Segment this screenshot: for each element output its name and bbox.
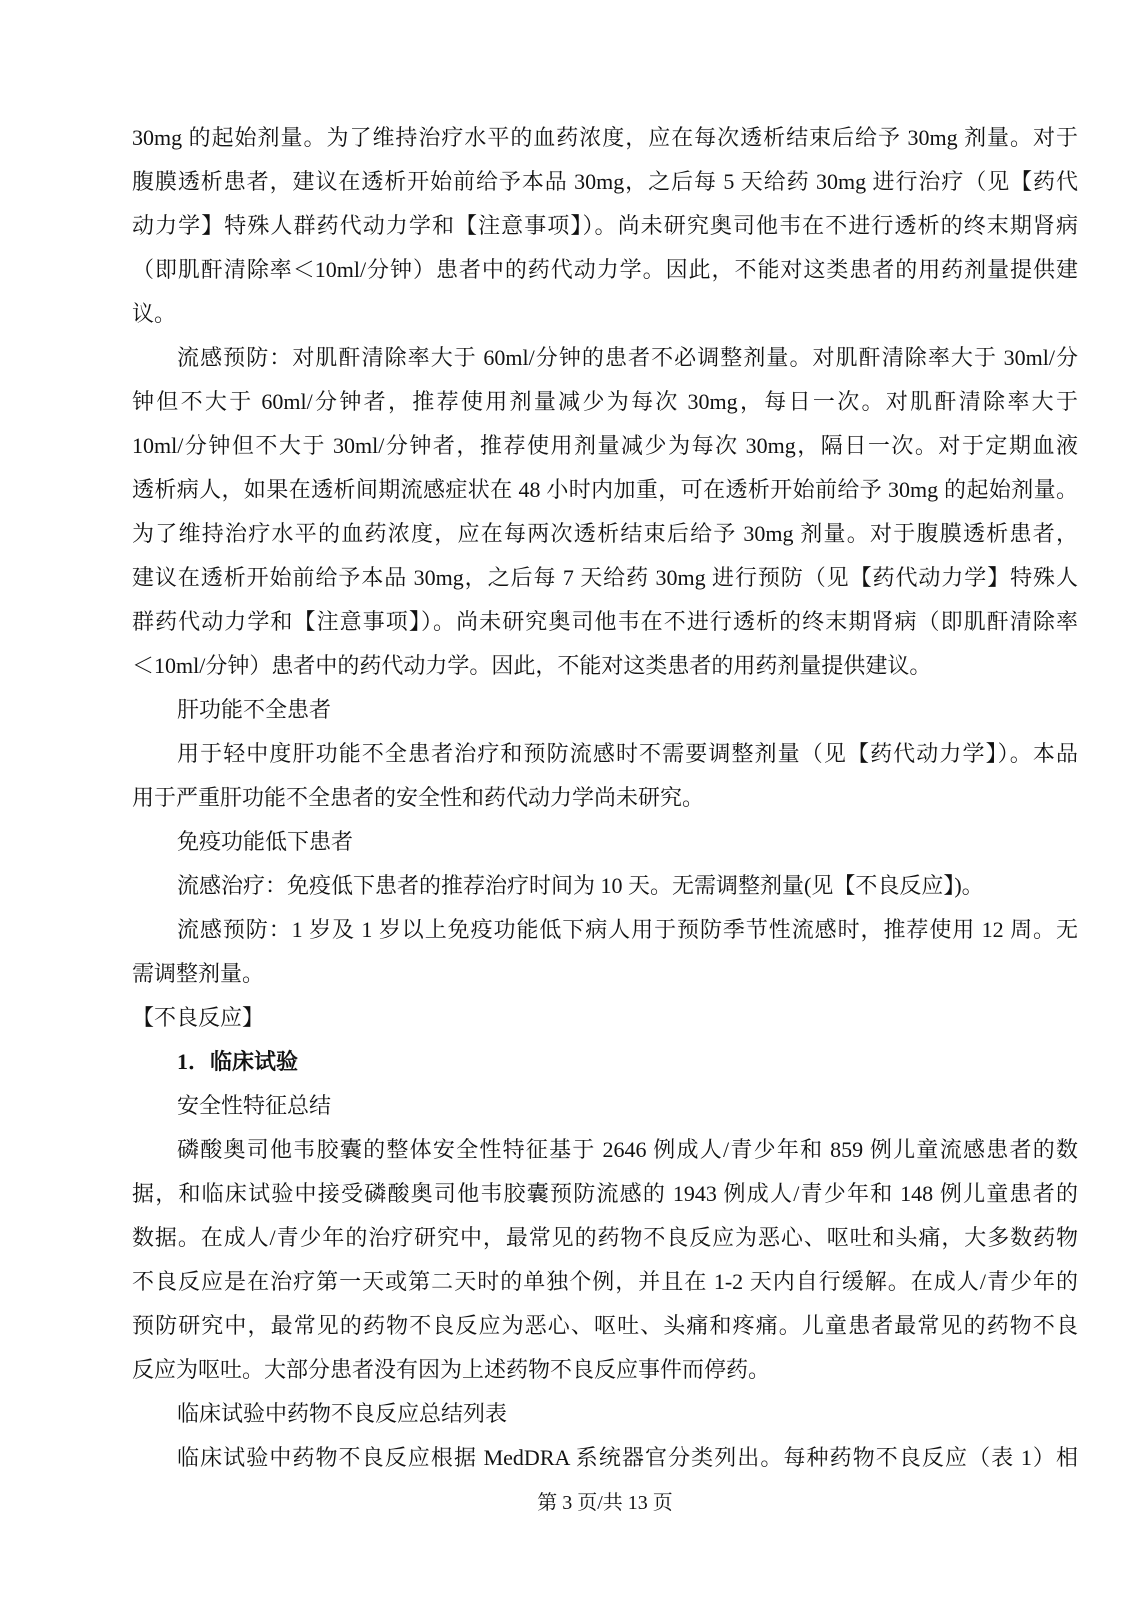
subheading-adr-tabulated-list: 临床试验中药物不良反应总结列表 <box>177 1401 508 1426</box>
heading-clinical-trials: 1．临床试验 <box>177 1049 299 1074</box>
paragraph-safety-profile-summary: 预防研究中，最常见的药物不良反应为恶心、呕吐、头痛和疼痛。儿童患者最常见的药物不良 <box>132 1313 1078 1338</box>
paragraph-renal-treatment-dosing-continued: 动力学】特殊人群药代动力学和【注意事项】）。尚未研究奥司他韦在不进行透析的终末期肾病 <box>132 213 1078 238</box>
document-body <box>132 116 1078 1480</box>
paragraph-renal-treatment-dosing-continued: 议。 <box>132 301 177 326</box>
paragraph-hepatic-impairment-dosing: 用于严重肝功能不全患者的安全性和药代动力学尚未研究。 <box>132 785 705 810</box>
page-footer <box>132 1488 1078 1518</box>
section-heading-adverse-reactions: 【不良反应】 <box>132 1005 265 1030</box>
paragraph-immunocompromised-treatment: 流感治疗：免疫低下患者的推荐治疗时间为 10 天。无需调整剂量(见【不良反应】)。 <box>177 873 984 898</box>
paragraph-flu-prevention-renal-dosing: 为了维持治疗水平的血药浓度，应在每两次透析结束后给予 30mg 剂量。对于腹膜透析患者， <box>132 521 1078 546</box>
paragraph-safety-profile-summary: 磷酸奥司他韦胶囊的整体安全性特征基于 2646 例成人/青少年和 859 例儿童流感患者的数 <box>177 1137 1078 1162</box>
page-number: 第 3 页/共 13 页 <box>537 1492 673 1514</box>
paragraph-safety-profile-summary: 反应为呕吐。大部分患者没有因为上述药物不良反应事件而停药。 <box>132 1357 771 1382</box>
paragraph-renal-treatment-dosing-continued: 30mg 的起始剂量。为了维持治疗水平的血药浓度，应在每次透析结束后给予 30mg 剂量。对于 <box>132 125 1078 150</box>
subheading-hepatic-impairment-patients: 肝功能不全患者 <box>177 697 332 722</box>
paragraph-immunocompromised-prevention: 流感预防：1 岁及 1 岁以上免疫功能低下病人用于预防季节性流感时，推荐使用 12 周。无 <box>177 917 1078 942</box>
paragraph-hepatic-impairment-dosing: 用于轻中度肝功能不全患者治疗和预防流感时不需要调整剂量（见【药代动力学】）。本品 <box>177 741 1078 766</box>
paragraph-flu-prevention-renal-dosing: 10ml/分钟但不大于 30ml/分钟者，推荐使用剂量减少为每次 30mg，隔日一次。对于定期血液 <box>132 433 1078 458</box>
paragraph-immunocompromised-prevention: 需调整剂量。 <box>132 961 265 986</box>
paragraph-renal-treatment-dosing-continued: （即肌酐清除率＜10ml/分钟）患者中的药代动力学。因此，不能对这类患者的用药剂量提供建 <box>132 257 1078 282</box>
subheading-safety-profile-summary: 安全性特征总结 <box>177 1093 332 1118</box>
paragraph-flu-prevention-renal-dosing: ＜10ml/分钟）患者中的药代动力学。因此，不能对这类患者的用药剂量提供建议。 <box>132 653 932 678</box>
paragraph-flu-prevention-renal-dosing: 流感预防：对肌酐清除率大于 60ml/分钟的患者不必调整剂量。对肌酐清除率大于 30ml/分 <box>177 345 1078 370</box>
paragraph-flu-prevention-renal-dosing: 建议在透析开始前给予本品 30mg，之后每 7 天给药 30mg 进行预防（见【药代动力学】特殊人 <box>132 565 1078 590</box>
paragraph-flu-prevention-renal-dosing: 钟但不大于 60ml/分钟者，推荐使用剂量减少为每次 30mg，每日一次。对肌酐清除率大于 <box>132 389 1078 414</box>
paragraph-adr-meddra-classification: 临床试验中药物不良反应根据 MedDRA 系统器官分类列出。每种药物不良反应（表 1）相 <box>177 1445 1078 1470</box>
paragraph-safety-profile-summary: 数据。在成人/青少年的治疗研究中，最常见的药物不良反应为恶心、呕吐和头痛，大多数药物 <box>132 1225 1078 1250</box>
paragraph-flu-prevention-renal-dosing: 透析病人，如果在透析间期流感症状在 48 小时内加重，可在透析开始前给予 30mg 的起始剂量。 <box>132 477 1078 502</box>
paragraph-renal-treatment-dosing-continued: 腹膜透析患者，建议在透析开始前给予本品 30mg，之后每 5 天给药 30mg 进行治疗（见【药代 <box>132 169 1078 194</box>
paragraph-safety-profile-summary: 不良反应是在治疗第一天或第二天时的单独个例，并且在 1-2 天内自行缓解。在成人/青少年的 <box>132 1269 1078 1294</box>
subheading-immunocompromised-patients: 免疫功能低下患者 <box>177 829 354 854</box>
paragraph-safety-profile-summary: 据，和临床试验中接受磷酸奥司他韦胶囊预防流感的 1943 例成人/青少年和 148 例儿童患者的 <box>132 1181 1078 1206</box>
paragraph-flu-prevention-renal-dosing: 群药代动力学和【注意事项】）。尚未研究奥司他韦在不进行透析的终末期肾病（即肌酐清除率 <box>132 609 1078 634</box>
